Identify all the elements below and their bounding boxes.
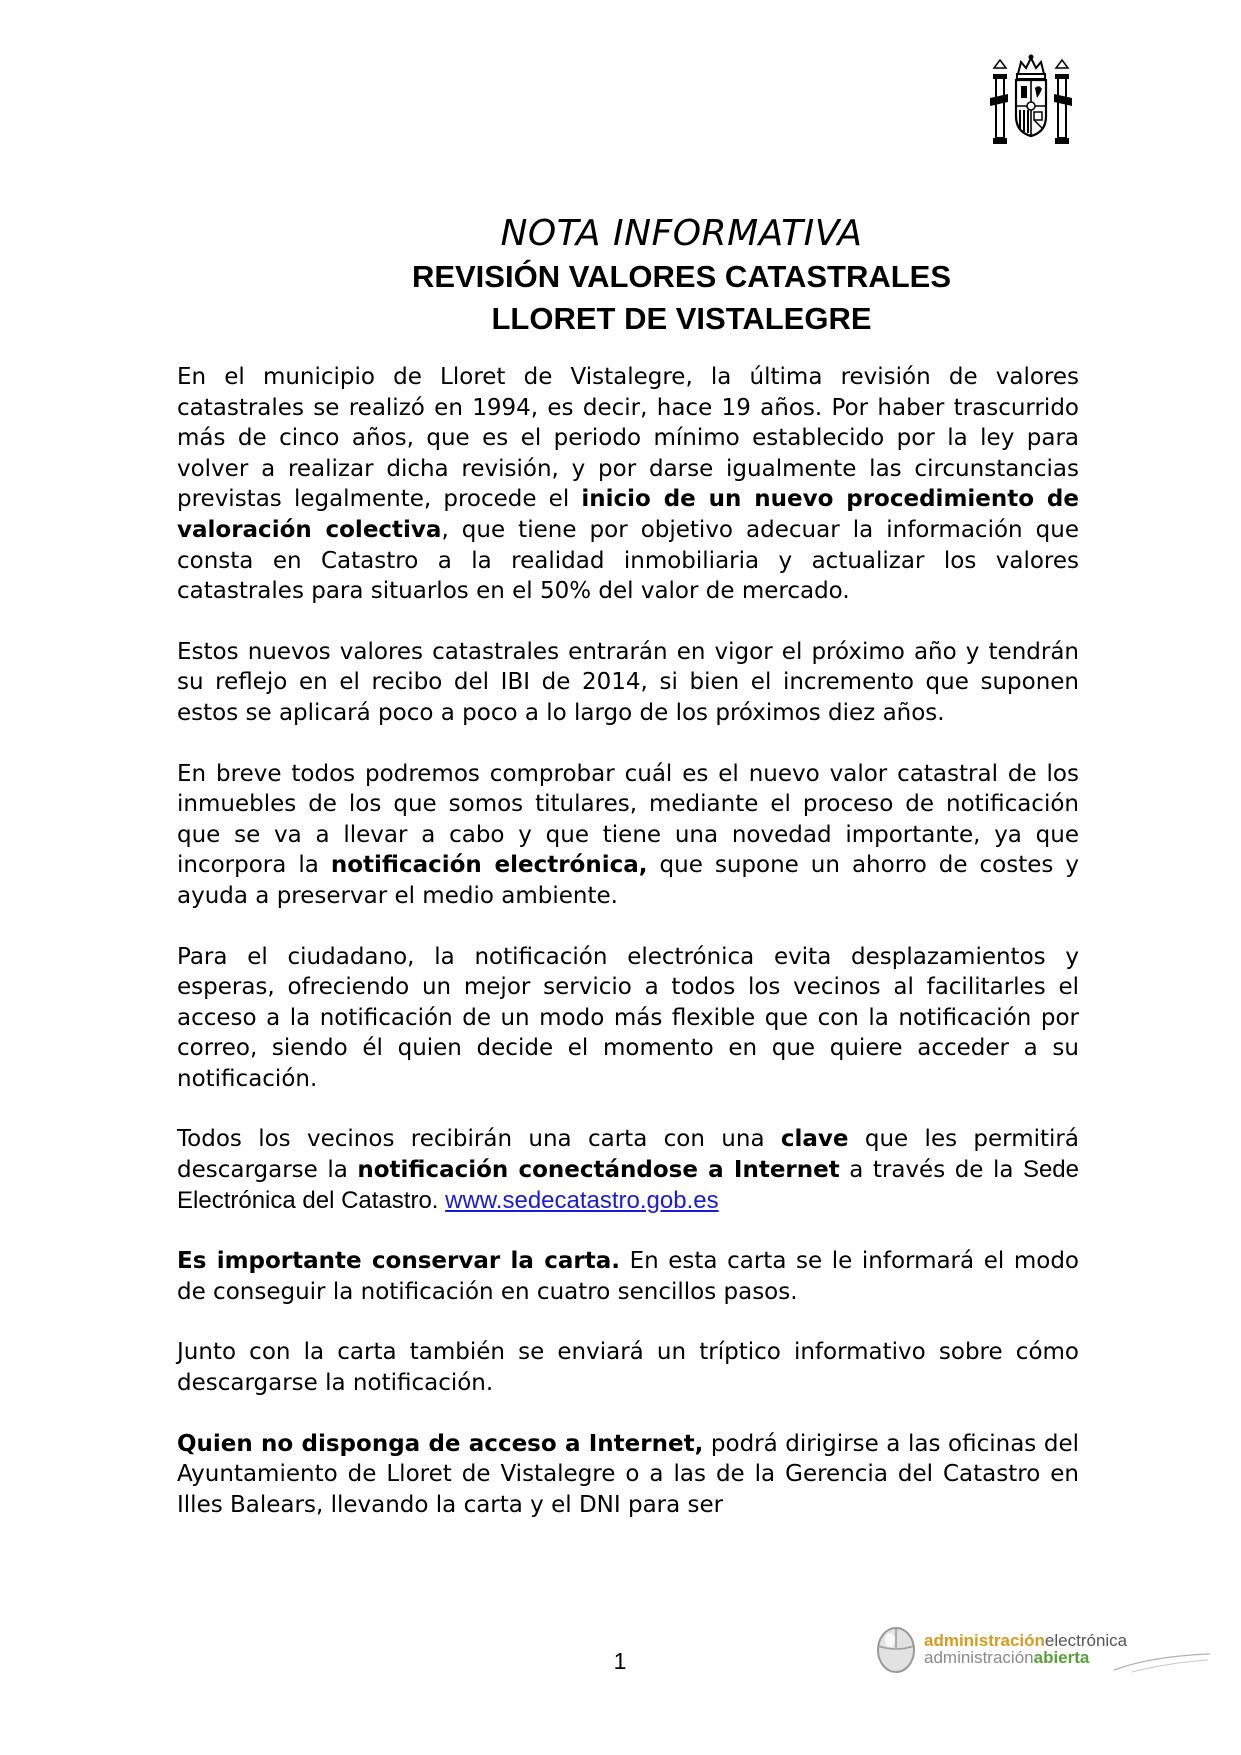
paragraph-1-bold: inicio de un nuevo procedimiento de valoración colectiva	[177, 486, 1079, 543]
document-subtitle-line-2: LLORET DE VISTALEGRE	[491, 301, 872, 336]
document-subtitle-line-1: REVISIÓN VALORES CATASTRALES	[411, 259, 952, 294]
paragraph-8-text: podrá dirigirse a las oficinas del Ayuntamiento de Lloret de Vistalegre o a las de la Gerencia del Catastro en Illes Balears, llevando la carta y el DNI para ser	[177, 1430, 1079, 1518]
paragraph-1-text-b: , que tiene por objetivo adecuar la información que consta en Catastro a la realidad inmobiliaria y actualizar los valores catastrales para situarlos en el 50% del valor de mercado.	[177, 516, 1079, 605]
paragraph-6-text: En esta carta se le informará el modo de conseguir la notificación en cuatro sencillos pasos.	[177, 1248, 1079, 1305]
logo-line-2: administraciónabierta	[924, 1648, 1090, 1667]
paragraph-1	[177, 362, 1079, 607]
paragraph-5-text-b: que les permitirá descargarse la	[177, 1126, 1079, 1184]
paragraph-5-text-c: a través de la	[839, 1157, 1023, 1184]
paragraph-5-sede-text: Sede Electrónica del Catastro.	[177, 1156, 1080, 1214]
title-block	[0, 212, 1241, 340]
paragraph-3	[177, 759, 1079, 912]
paragraph-8-bold: Quien no disponga de acceso a Internet,	[177, 1430, 704, 1457]
paragraph-6	[177, 1246, 1079, 1307]
paragraph-6-bold: Es importante conservar la carta.	[177, 1248, 620, 1275]
spain-coat-of-arms-icon	[988, 54, 1074, 148]
paragraph-3-text-b: que supone un ahorro de costes y ayuda a preservar el medio ambiente.	[177, 852, 1079, 909]
document-body	[177, 362, 1079, 1550]
paragraph-5	[177, 1124, 1079, 1216]
logo-swoosh-icon	[1112, 1650, 1212, 1674]
paragraph-3-bold: notificación electrónica,	[330, 852, 648, 879]
sedecatastro-link[interactable]: www.sedecatastro.gob.es	[445, 1186, 719, 1214]
administracion-electronica-logo	[872, 1610, 1212, 1690]
paragraph-5-bold-b: notificación conectándose a Internet	[357, 1157, 840, 1184]
paragraph-5-bold-a: clave	[780, 1126, 849, 1153]
paragraph-8	[177, 1429, 1079, 1521]
paragraph-7: Junto con la carta también se enviará un tríptico informativo sobre cómo descargarse la notificación.	[177, 1339, 1079, 1397]
document-title: NOTA INFORMATIVA	[500, 213, 863, 254]
paragraph-4: Para el ciudadano, la notificación electrónica evita desplazamientos y esperas, ofreciendo un mejor servicio a todos los vecinos al facilitarles el acceso a la notificación de un modo más flexible que con la notificación por correo, siendo él quien decide el momento en que quiere acceder a su notificación.	[177, 943, 1079, 1092]
paragraph-2: Estos nuevos valores catastrales entrarán en vigor el próximo año y tendrán su reflejo en el recibo del IBI de 2014, si bien el incremento que suponen estos se aplicará poco a poco a lo largo de los próximos diez años.	[177, 638, 1079, 726]
computer-mouse-icon	[872, 1616, 928, 1678]
paragraph-1-text-a: En el municipio de Lloret de Vistalegre, la última revisión de valores catastrales se realizó en 1994, es decir, hace 19 años. Por haber trascurrido más de cinco años, que es el periodo mínimo establecido por la ley para volver a realizar dicha revisión, y por darse igualmente las circunstancias previstas legalmente, procede el	[177, 364, 1079, 513]
logo-line-1: administraciónelectrónica	[924, 1631, 1128, 1650]
page-number: 1	[613, 1648, 627, 1674]
paragraph-3-text-a: En breve todos podremos comprobar cuál es el nuevo valor catastral de los inmuebles de los que somos titulares, mediante el proceso de notificación que se va a llevar a cabo y que tiene una novedad importante, ya que incorpora la	[177, 760, 1079, 879]
paragraph-5-text-a: Todos los vecinos recibirán una carta con una	[177, 1126, 781, 1153]
